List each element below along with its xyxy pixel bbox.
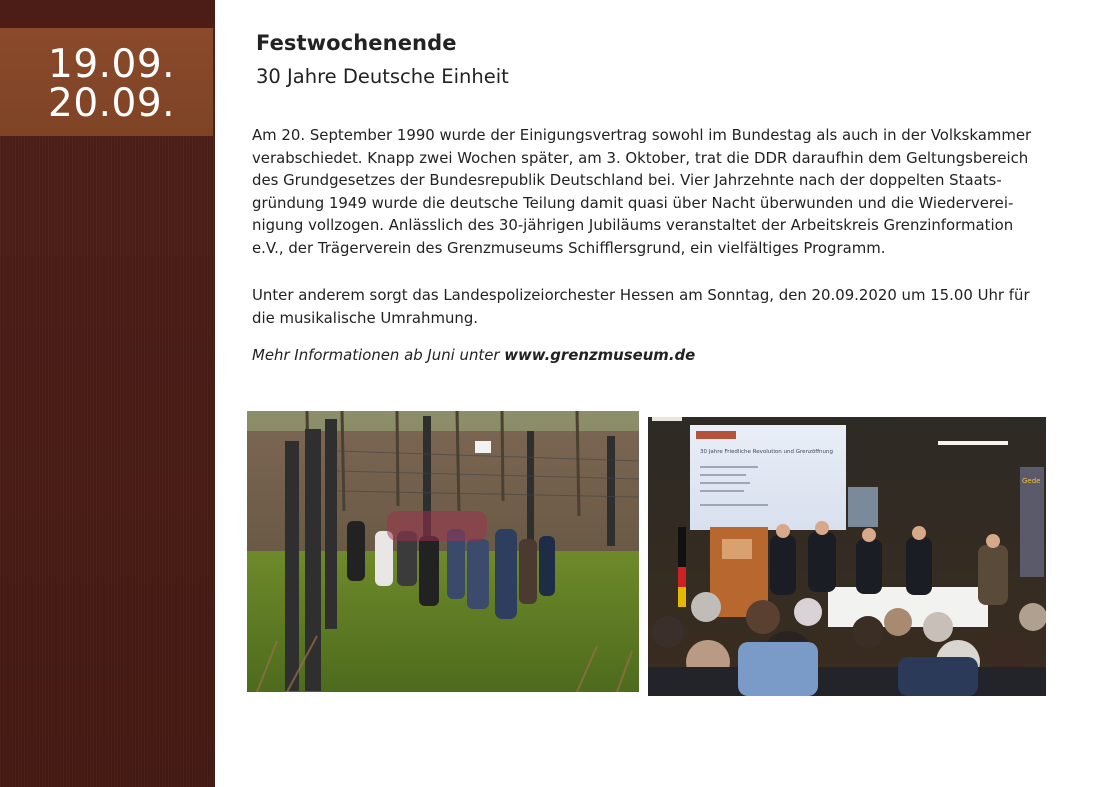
page-subtitle: 30 Jahre Deutsche Einheit <box>256 65 509 88</box>
website-link[interactable]: www.grenzmuseum.de <box>504 346 696 364</box>
more-info-prefix: Mehr Informationen ab Juni unter <box>252 346 505 364</box>
more-info <box>252 346 695 364</box>
paragraph-1-line: des Grundgesetzes der Bundesrepublik Deutschland bei. Vier Jahrzehnte nach der doppelten Staats- <box>252 171 1002 190</box>
paragraph-1-line: verabschiedet. Knapp zwei Wochen später, am 3. Oktober, trat die DDR daraufhin dem Geltungsbereich <box>252 148 1029 167</box>
paragraph-1-line: Am 20. September 1990 wurde der Einigungsvertrag sowohl im Bundestag als auch in der Volkskammer <box>252 126 1032 144</box>
photo-border-fence-group <box>247 411 639 692</box>
paragraph-1-line: e.V., der Trägerverein des Grenzmuseums Schifflersgrund, ein vielfältiges Programm. <box>252 238 886 257</box>
paragraph-1-line: gründung 1949 wurde die deutsche Teilung damit quasi über Nacht überwunden und die Wiederverei- <box>252 193 1014 212</box>
date-line-2: 20.09. <box>48 81 176 126</box>
date-line-1: 19.09. <box>48 42 176 87</box>
paragraph-2-line: Unter anderem sorgt das Landespolizeiorchester Hessen am Sonntag, den 20.09.2020 um 15.00 Uhr für <box>252 286 1030 304</box>
side-sign-text: Gede <box>1022 477 1041 485</box>
paragraph-1-line: nigung vollzogen. Anlässlich des 30-jährigen Jubiläums veranstaltet der Arbeitskreis Grenzinformation <box>252 216 1014 235</box>
photo-border-fence-group-image <box>247 411 639 692</box>
paragraph-2-line: die musikalische Umrahmung. <box>252 308 479 327</box>
sidebar <box>0 0 215 787</box>
page-title: Festwochenende <box>256 31 457 55</box>
photo-panel-discussion-image <box>648 417 1046 696</box>
paragraph-1 <box>252 124 1072 260</box>
screen-text: 30 Jahre Friedliche Revolution und Grenzöffnung <box>700 449 833 455</box>
photo-panel-discussion <box>648 417 1046 696</box>
sidebar-top-strip <box>0 0 215 28</box>
paragraph-2 <box>252 284 1072 329</box>
